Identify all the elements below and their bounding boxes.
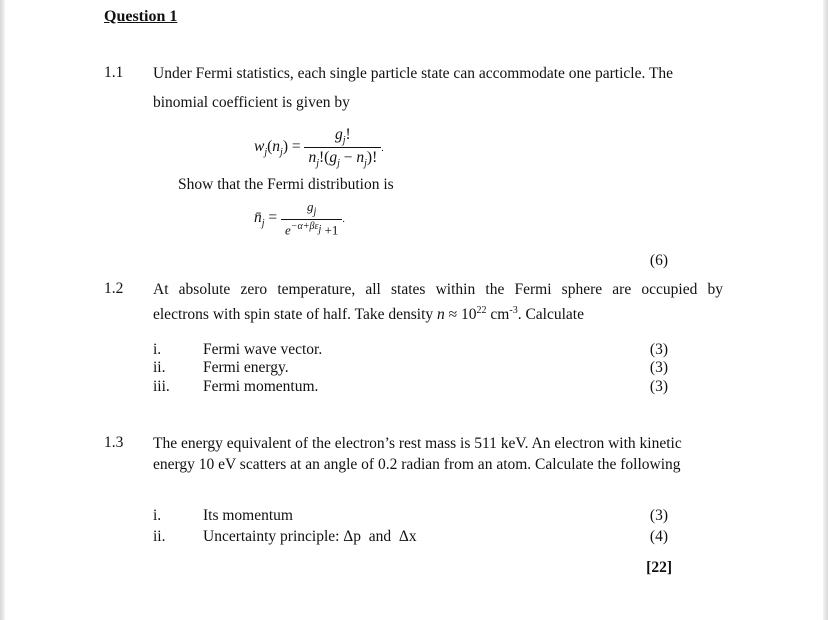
q12-line1: At absolute zero temperature, all states within the Fermi sphere are occupied by (153, 281, 723, 298)
q12-line1-wrap (153, 280, 723, 300)
fermi-distribution-formula: $n̄_j$ = $\frac{g_j}{e^{-\alpha+\beta\varepsilon_j} +1}$ . (254, 199, 345, 237)
page-edge-left (0, 0, 5, 620)
density-exponent: 22 (476, 305, 487, 316)
q12-item-roman-2: ii. (153, 359, 166, 376)
total-marks: [22] (646, 559, 672, 576)
q13-line2: energy 10 eV scatters at an angle of 0.2 radian from an atom. Calculate the following (153, 456, 681, 473)
q12-item-text-3: Fermi momentum. (203, 378, 319, 395)
q13-line1: The energy equivalent of the electron’s rest mass is 511 keV. An electron with kinetic (153, 435, 682, 452)
page-edge-right (823, 0, 828, 620)
density-unit: cm (490, 306, 510, 324)
question-title: Question 1 (104, 8, 178, 25)
density-approx: ≈ 10 (448, 306, 477, 324)
q12-item-marks-1: (3) (649, 341, 668, 358)
density-symbol: n (437, 306, 445, 324)
q12-item-roman-3: iii. (153, 378, 170, 395)
question-number-1-1: 1.1 (104, 64, 124, 81)
q11-line1: Under Fermi statistics, each single particle state can accommodate one particle. The (153, 65, 674, 82)
question-number-1-2: 1.2 (104, 280, 124, 297)
q13-item-marks-1: (3) (649, 507, 668, 524)
q13-item-marks-2: (4) (649, 528, 668, 545)
q12-item-text-1: Fermi wave vector. (203, 341, 323, 358)
q13-item-text-1: Its momentum (203, 507, 293, 524)
q13-item-text-2: Uncertainty principle: Δp and Δx (203, 528, 417, 545)
q12-item-roman-1: i. (153, 341, 162, 358)
density-unit-exponent: -3 (509, 305, 518, 316)
q11-marks: (6) (649, 252, 668, 269)
q12-line2-b: . Calculate (517, 306, 584, 324)
q11-show-text: Show that the Fermi distribution is (178, 176, 394, 193)
q12-line2 (153, 301, 584, 325)
q13-item-roman-2: ii. (153, 528, 166, 545)
q12-item-marks-2: (3) (649, 359, 668, 376)
q13-item-roman-1: i. (153, 507, 162, 524)
q12-item-text-2: Fermi energy. (203, 359, 289, 376)
q12-line2-a: electrons with spin state of half. Take density (153, 306, 434, 324)
binomial-coefficient-formula: $w_j(n_j)$ = $\frac{g_j!}{n_j!(g_j - n_j)!}$ . (254, 126, 384, 170)
q11-line2: binomial coefficient is given by (153, 94, 350, 111)
q12-item-marks-3: (3) (649, 378, 668, 395)
question-number-1-3: 1.3 (104, 434, 124, 451)
